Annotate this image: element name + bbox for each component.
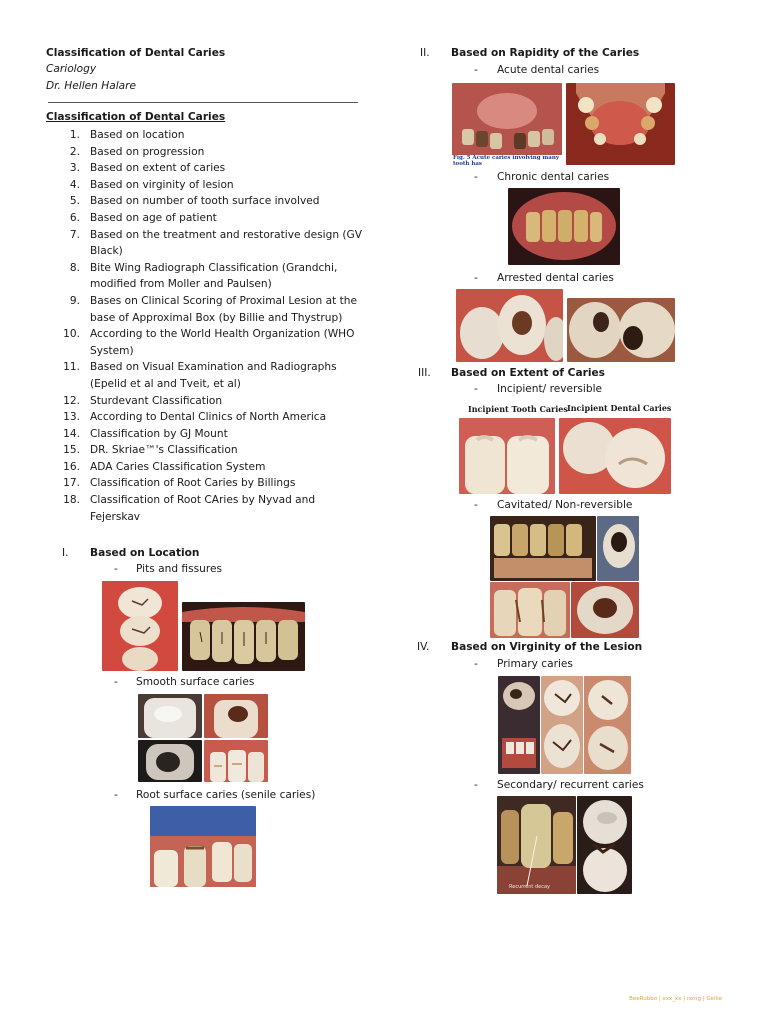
chronic-caries-photo bbox=[508, 188, 620, 265]
list-item: 3. Based on extent of caries bbox=[69, 162, 226, 175]
bullet-dash: - bbox=[114, 789, 118, 801]
cavitated-photo-2 bbox=[597, 516, 639, 581]
section-number: I. bbox=[62, 547, 69, 559]
subitem-label: Arrested dental caries bbox=[497, 272, 614, 284]
section-number: IV. bbox=[417, 641, 430, 653]
list-item: 2. Based on progression bbox=[69, 145, 205, 158]
document-title: Classification of Dental Caries bbox=[46, 47, 226, 59]
list-item: 18. Classification of Root CAries by Nyvad and Fejerskav bbox=[63, 494, 316, 523]
smooth-surface-photo-3 bbox=[138, 740, 202, 782]
list-item: 9. Bases on Clinical Scoring of Proximal Lesion at the base of Approximal Box (by Billie and Thystrup) bbox=[69, 294, 358, 324]
section-title: Based on Extent of Caries bbox=[451, 367, 605, 379]
subitem-label: Cavitated/ Non-reversible bbox=[497, 499, 633, 511]
pits-fissures-photo bbox=[102, 581, 178, 671]
cavitated-photo-1 bbox=[490, 516, 596, 581]
root-surface-photo bbox=[150, 806, 256, 887]
incipient-dental-photo bbox=[559, 418, 671, 494]
bullet-dash: - bbox=[474, 779, 478, 791]
primary-caries-photo-3 bbox=[584, 676, 631, 774]
bullet-dash: - bbox=[474, 499, 478, 511]
arrested-caries-photo-1 bbox=[456, 289, 563, 362]
subitem-label: Acute dental caries bbox=[497, 64, 600, 76]
subitem-label: Root surface caries (senile caries) bbox=[136, 789, 316, 801]
acute-caries-photo-2 bbox=[566, 83, 675, 165]
smooth-surface-photo-2 bbox=[204, 694, 268, 738]
section-title: Based on Rapidity of the Caries bbox=[451, 47, 640, 59]
acute-caries-photo-1 bbox=[452, 83, 562, 165]
bullet-dash: - bbox=[474, 658, 478, 670]
bullet-dash: - bbox=[114, 676, 118, 688]
list-item: 13. According to Dental Clinics of North America bbox=[63, 411, 327, 424]
outline-heading: Classification of Dental Caries bbox=[46, 111, 226, 123]
section-number: II. bbox=[420, 47, 430, 59]
bullet-dash: - bbox=[114, 563, 118, 575]
cavitated-photo-4 bbox=[571, 582, 639, 638]
divider bbox=[48, 102, 358, 103]
image-label-right: Incipient Dental Caries bbox=[567, 403, 672, 413]
primary-caries-photo-1 bbox=[498, 676, 540, 774]
list-item: 10. According to the World Health Organization (WHO System) bbox=[63, 328, 355, 357]
list-item: 7. Based on the treatment and restorative design (GV Black) bbox=[69, 228, 363, 258]
list-item: 16. ADA Caries Classification System bbox=[63, 460, 266, 473]
primary-caries-photo-2 bbox=[541, 676, 583, 774]
subitem-label: Incipient/ reversible bbox=[497, 383, 603, 395]
smooth-surface-photo-4 bbox=[204, 740, 268, 782]
fissure-teeth-photo bbox=[182, 602, 305, 671]
smooth-surface-photo-1 bbox=[138, 694, 202, 738]
list-item: 14. Classification by GJ Mount bbox=[63, 427, 228, 440]
incipient-tooth-photo bbox=[459, 418, 555, 494]
image-label-left: Incipient Tooth Caries bbox=[468, 404, 568, 414]
secondary-caries-photo-1 bbox=[497, 796, 576, 894]
list-item: 6. Based on age of patient bbox=[69, 211, 217, 224]
figure-caption: Fig. 5 Acute caries involving many tooth has bbox=[453, 155, 560, 165]
figure-caption: Recurrent decay bbox=[509, 884, 550, 890]
bullet-dash: - bbox=[474, 383, 478, 395]
bullet-dash: - bbox=[474, 64, 478, 76]
arrested-caries-photo-2 bbox=[567, 298, 675, 362]
subitem-label: Chronic dental caries bbox=[497, 171, 610, 183]
subject-label: Cariology bbox=[46, 63, 97, 75]
bullet-dash: - bbox=[474, 272, 478, 284]
list-item: 4. Based on virginity of lesion bbox=[69, 178, 234, 191]
list-item: 8. Bite Wing Radiograph Classification (Grandchi, modified from Moller and Paulsen) bbox=[69, 261, 338, 291]
section-number: III. bbox=[418, 367, 431, 379]
section-title: Based on Virginity of the Lesion bbox=[451, 641, 643, 653]
list-item: 12. Sturdevant Classification bbox=[63, 394, 223, 407]
section-title: Based on Location bbox=[90, 547, 200, 559]
list-item: 11. Based on Visual Examination and Radiographs (Epelid et al and Tveit, et al) bbox=[63, 361, 337, 390]
author-label: Dr. Hellen Halare bbox=[46, 80, 137, 92]
footer-credits: BeeRubbo | xxx_xx | rxmg | Gellie bbox=[629, 996, 722, 1002]
list-item: 5. Based on number of tooth surface involved bbox=[69, 195, 320, 208]
bullet-dash: - bbox=[474, 171, 478, 183]
secondary-caries-photo-2 bbox=[577, 796, 632, 894]
list-item: 17. Classification of Root Caries by Billings bbox=[63, 477, 296, 490]
subitem-label: Primary caries bbox=[497, 658, 573, 670]
subitem-label: Smooth surface caries bbox=[136, 676, 255, 688]
list-item: 1. Based on location bbox=[69, 129, 185, 141]
subitem-label: Secondary/ recurrent caries bbox=[497, 779, 644, 791]
cavitated-photo-3 bbox=[490, 582, 570, 638]
subitem-label: Pits and fissures bbox=[136, 563, 223, 575]
list-item: 15. DR. Skriae™'s Classification bbox=[63, 444, 238, 457]
classification-list bbox=[48, 127, 368, 525]
